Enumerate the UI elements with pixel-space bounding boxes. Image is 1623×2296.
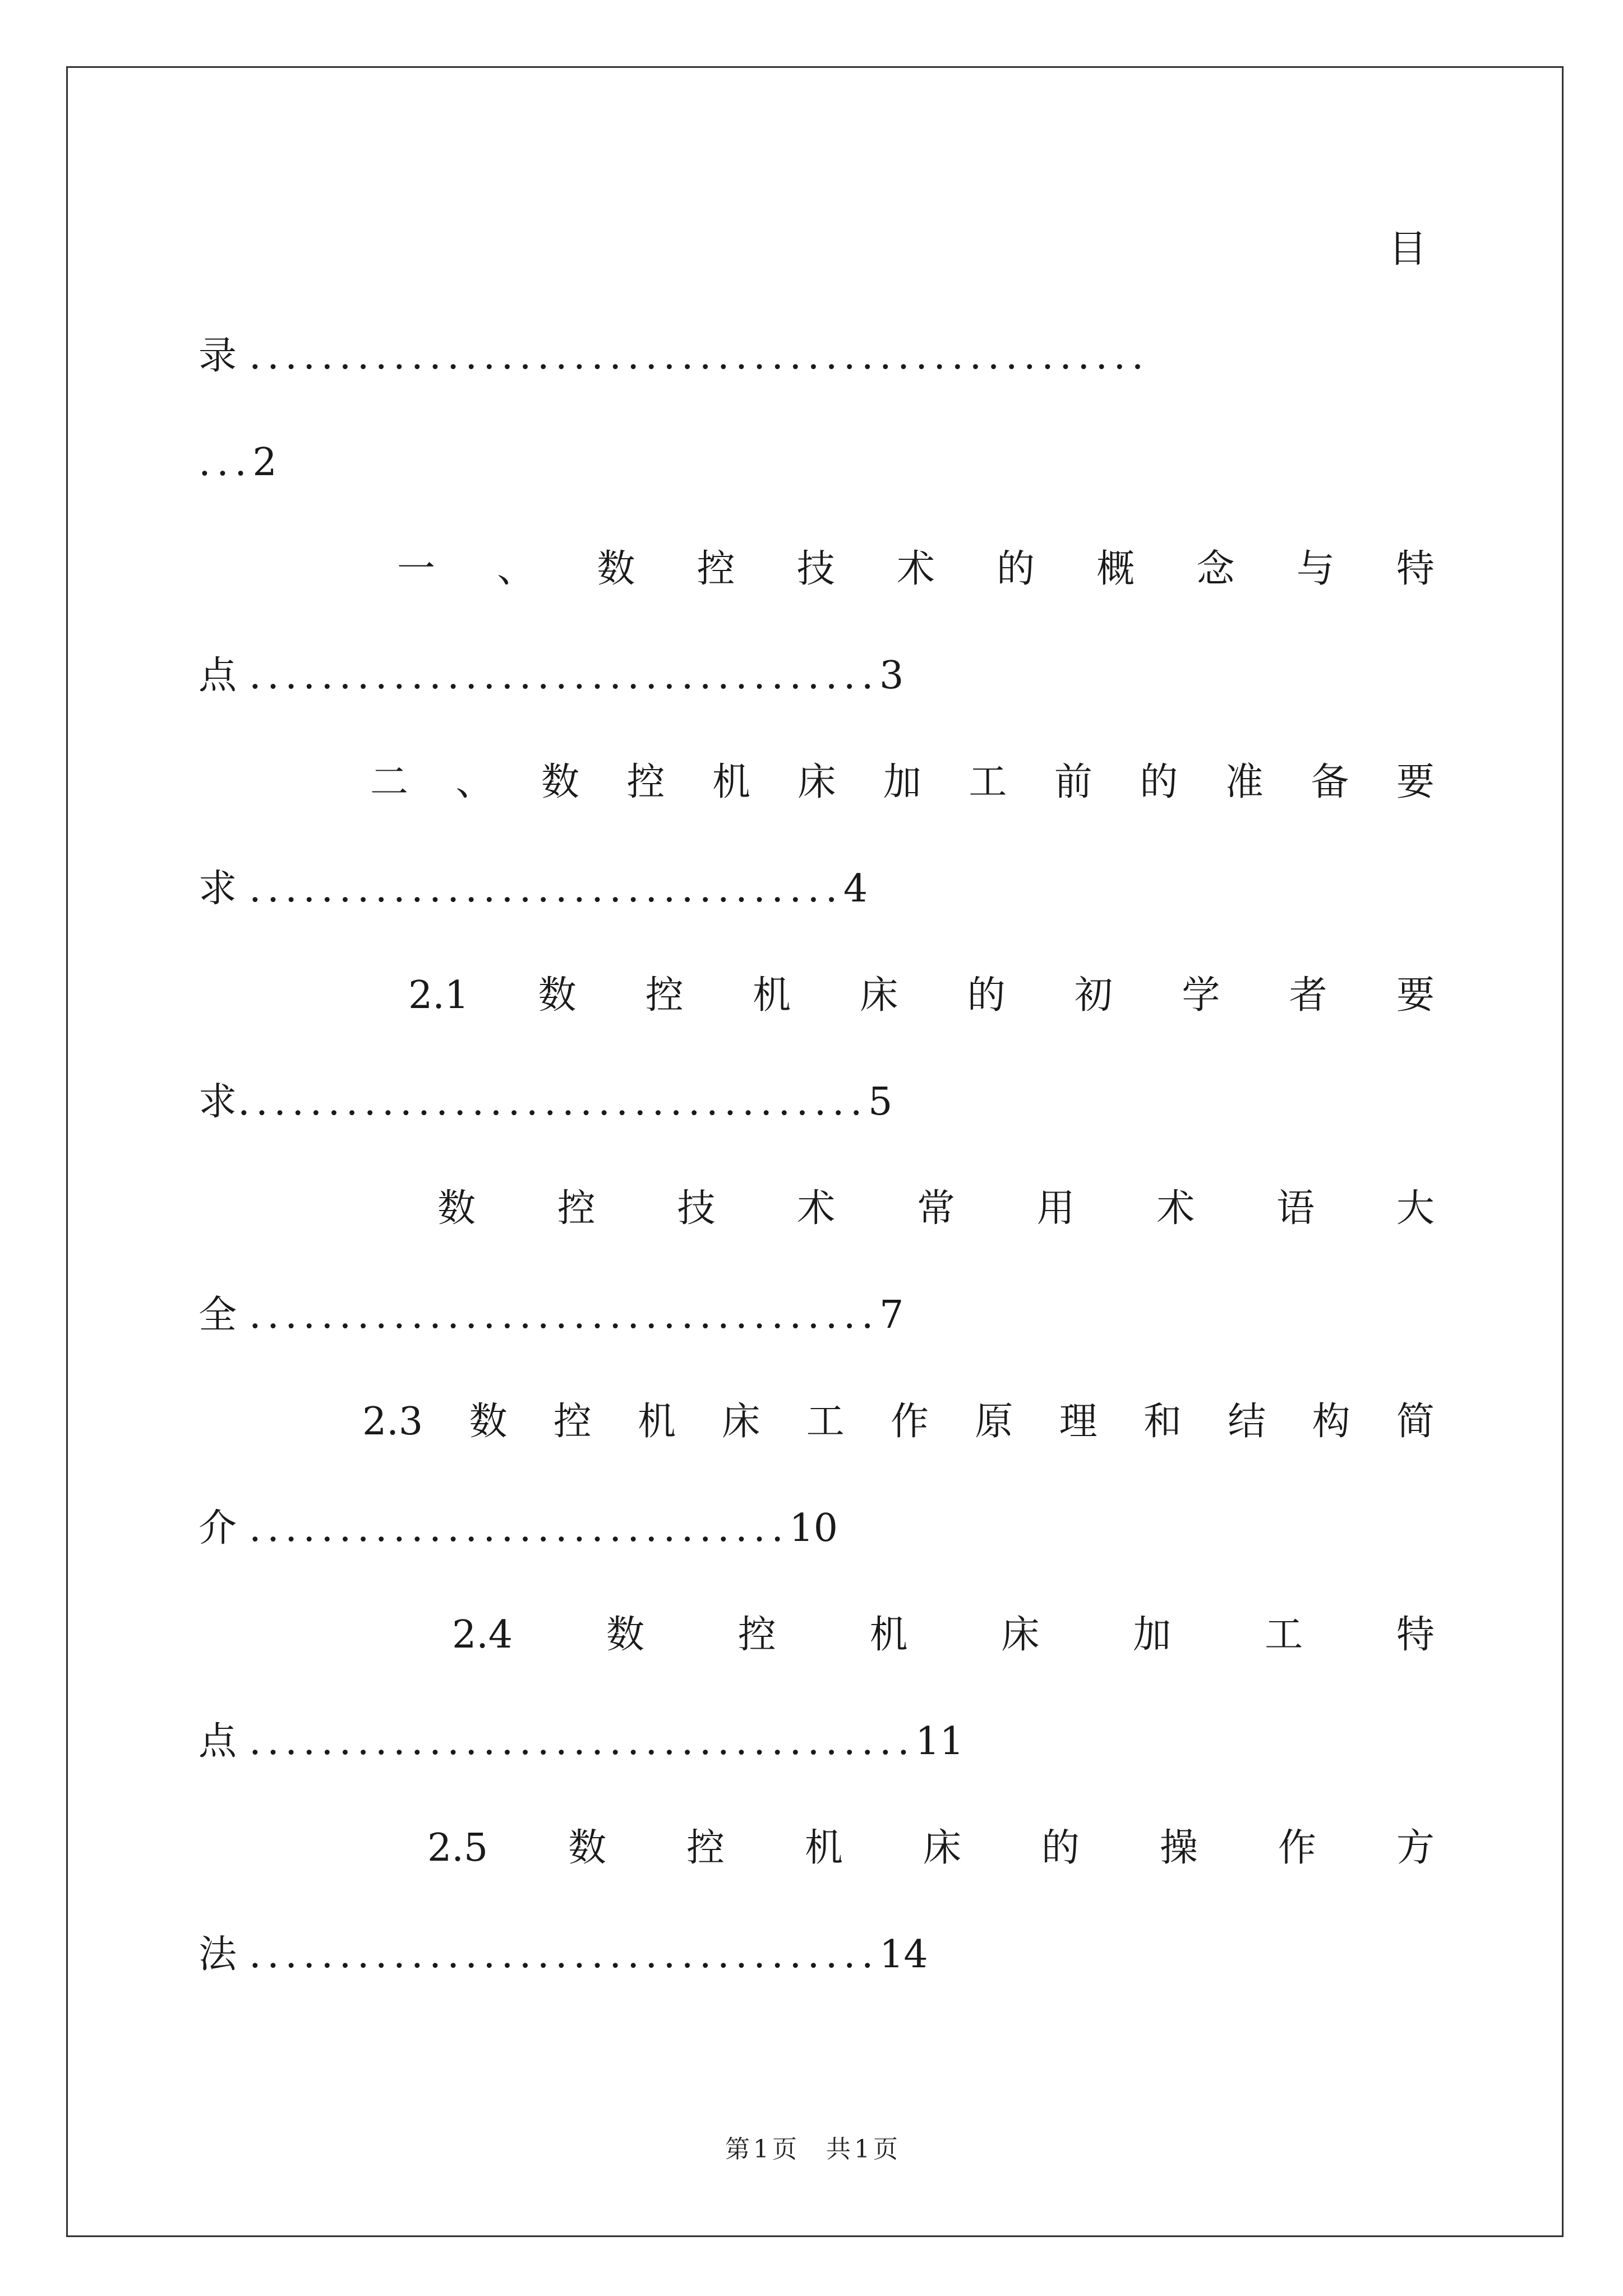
title-char: 机 bbox=[869, 1613, 908, 1657]
toc-leader-dots: ..................................... bbox=[249, 1719, 916, 1764]
toc-leader-dots: ................................. bbox=[249, 867, 843, 911]
title-char: 技 bbox=[677, 1186, 716, 1231]
title-char: 数 bbox=[538, 973, 577, 1018]
toc-entry-title-line[interactable] bbox=[427, 1823, 1435, 1874]
toc-entry-tail: 点 bbox=[199, 654, 237, 698]
toc-leader-dots: ................................... bbox=[249, 1293, 880, 1337]
title-char: 一 bbox=[397, 547, 436, 591]
toc-page-number: 7 bbox=[879, 1293, 904, 1337]
toc-entry-line[interactable] bbox=[199, 1290, 903, 1341]
toc-heading-char: 目 bbox=[1389, 227, 1427, 272]
toc-entry-tail: 介 bbox=[199, 1506, 237, 1550]
footer-page-prefix: 第 bbox=[725, 2135, 750, 2164]
title-char: 原 bbox=[975, 1400, 1013, 1444]
toc-entry-tail: 求 bbox=[199, 867, 237, 911]
title-section-number: 2.4 bbox=[452, 1613, 513, 1657]
toc-entry-line[interactable] bbox=[199, 1503, 838, 1554]
toc-entry-tail: 全 bbox=[199, 1293, 237, 1337]
title-char: 要 bbox=[1396, 760, 1435, 804]
toc-entry-line[interactable] bbox=[199, 651, 903, 701]
title-char: 方 bbox=[1396, 1826, 1435, 1870]
toc-entry-line[interactable] bbox=[199, 1077, 892, 1128]
title-char: 、 bbox=[455, 760, 494, 804]
title-char: 作 bbox=[891, 1400, 929, 1444]
title-char: 操 bbox=[1159, 1826, 1198, 1870]
toc-leader-dots: .................................................. bbox=[249, 334, 1150, 378]
title-char: 控 bbox=[645, 973, 684, 1018]
toc-entry-tail: 法 bbox=[199, 1932, 237, 1977]
title-char: 简 bbox=[1396, 1400, 1435, 1444]
title-char: 学 bbox=[1182, 973, 1220, 1018]
title-char: 技 bbox=[796, 547, 835, 591]
toc-leader-dots: .............................. bbox=[249, 1506, 790, 1550]
toc-entry-tail: 点 bbox=[199, 1719, 237, 1764]
footer-page-current: 1 bbox=[753, 2135, 769, 2164]
toc-entry-tail: 求 bbox=[199, 1080, 237, 1124]
title-char: 作 bbox=[1278, 1826, 1316, 1870]
toc-entry-title-line[interactable] bbox=[437, 1184, 1435, 1234]
title-char: 的 bbox=[967, 973, 1006, 1018]
title-char: 构 bbox=[1312, 1400, 1350, 1444]
title-char: 语 bbox=[1276, 1186, 1315, 1231]
title-char: 数 bbox=[597, 547, 635, 591]
toc-entry-line[interactable] bbox=[199, 1717, 964, 1767]
toc-page-number: 11 bbox=[915, 1719, 964, 1764]
title-char: 工 bbox=[1265, 1613, 1303, 1657]
title-char: 数 bbox=[541, 760, 579, 804]
title-char: 工 bbox=[806, 1400, 845, 1444]
title-char: 机 bbox=[805, 1826, 843, 1870]
title-char: 要 bbox=[1396, 973, 1435, 1018]
title-char: 加 bbox=[1133, 1613, 1172, 1657]
title-char: 工 bbox=[969, 760, 1007, 804]
title-char: 数 bbox=[437, 1186, 476, 1231]
title-char: 的 bbox=[997, 547, 1035, 591]
title-char: 、 bbox=[497, 547, 536, 591]
title-char: 控 bbox=[686, 1826, 725, 1870]
title-char: 控 bbox=[626, 760, 665, 804]
toc-page-number: 3 bbox=[879, 654, 904, 698]
title-char: 理 bbox=[1059, 1400, 1098, 1444]
title-char: 加 bbox=[883, 760, 921, 804]
title-char: 念 bbox=[1196, 547, 1235, 591]
title-char: 数 bbox=[606, 1613, 644, 1657]
toc-entry-title-line[interactable] bbox=[397, 544, 1435, 595]
title-char: 机 bbox=[712, 760, 750, 804]
toc-page-number: 5 bbox=[868, 1080, 893, 1124]
title-section-number: 2.3 bbox=[362, 1400, 423, 1444]
title-char: 准 bbox=[1225, 760, 1264, 804]
toc-leader-dots: ................................... bbox=[238, 1080, 869, 1124]
title-char: 的 bbox=[1140, 760, 1178, 804]
toc-leader-dots: ................................... bbox=[249, 1932, 880, 1977]
title-char: 床 bbox=[1001, 1613, 1040, 1657]
title-char: 特 bbox=[1396, 547, 1435, 591]
title-char: 床 bbox=[860, 973, 898, 1018]
toc-heading bbox=[1389, 224, 1427, 275]
title-char: 控 bbox=[697, 547, 735, 591]
toc-entry-line[interactable] bbox=[199, 1930, 928, 1980]
footer-page-total: 1 bbox=[854, 2135, 870, 2164]
title-char: 初 bbox=[1075, 973, 1113, 1018]
title-char: 与 bbox=[1296, 547, 1335, 591]
title-char: 数 bbox=[568, 1826, 607, 1870]
title-char: 用 bbox=[1036, 1186, 1075, 1231]
toc-entry-line[interactable] bbox=[199, 864, 868, 914]
title-char: 术 bbox=[896, 547, 935, 591]
title-char: 和 bbox=[1143, 1400, 1182, 1444]
title-char: 概 bbox=[1096, 547, 1135, 591]
toc-entry-title-line[interactable] bbox=[362, 1397, 1435, 1447]
toc-leader-dots: ................................... bbox=[249, 654, 880, 698]
toc-entry-title: 录 bbox=[199, 334, 237, 378]
title-char: 特 bbox=[1396, 1613, 1435, 1657]
title-char: 常 bbox=[916, 1186, 955, 1231]
toc-entry-title-line[interactable] bbox=[408, 970, 1435, 1021]
title-char: 前 bbox=[1054, 760, 1092, 804]
toc-page-number: 14 bbox=[879, 1932, 928, 1977]
toc-entry-title-line[interactable] bbox=[370, 757, 1435, 808]
title-char: 控 bbox=[557, 1186, 596, 1231]
toc-entry-line[interactable] bbox=[199, 331, 1150, 381]
title-char: 控 bbox=[737, 1613, 776, 1657]
title-char: 的 bbox=[1041, 1826, 1080, 1870]
title-section-number: 2.5 bbox=[427, 1826, 488, 1870]
title-char: 术 bbox=[797, 1186, 836, 1231]
title-char: 机 bbox=[753, 973, 791, 1018]
title-char: 数 bbox=[469, 1400, 508, 1444]
title-char: 床 bbox=[722, 1400, 760, 1444]
title-char: 备 bbox=[1311, 760, 1349, 804]
title-char: 者 bbox=[1289, 973, 1327, 1018]
title-char: 床 bbox=[797, 760, 836, 804]
footer-total-prefix: 共 bbox=[826, 2135, 851, 2164]
page-border bbox=[66, 66, 1564, 2237]
footer-total-suffix: 页 bbox=[873, 2135, 898, 2164]
title-char: 控 bbox=[553, 1400, 592, 1444]
title-char: 术 bbox=[1156, 1186, 1195, 1231]
title-char: 机 bbox=[638, 1400, 676, 1444]
title-char: 大 bbox=[1396, 1186, 1435, 1231]
footer-page-suffix: 页 bbox=[772, 2135, 797, 2164]
title-section-number: 2.1 bbox=[408, 973, 469, 1018]
toc-entry-continuation[interactable]: ...2 bbox=[199, 440, 283, 485]
toc-entry-title-line[interactable] bbox=[452, 1610, 1435, 1660]
title-char: 结 bbox=[1228, 1400, 1266, 1444]
page-footer bbox=[0, 2133, 1623, 2166]
toc-page-number: 10 bbox=[789, 1506, 838, 1550]
toc-page-number: 4 bbox=[843, 867, 868, 911]
title-char: 床 bbox=[923, 1826, 962, 1870]
title-char: 二 bbox=[370, 760, 409, 804]
